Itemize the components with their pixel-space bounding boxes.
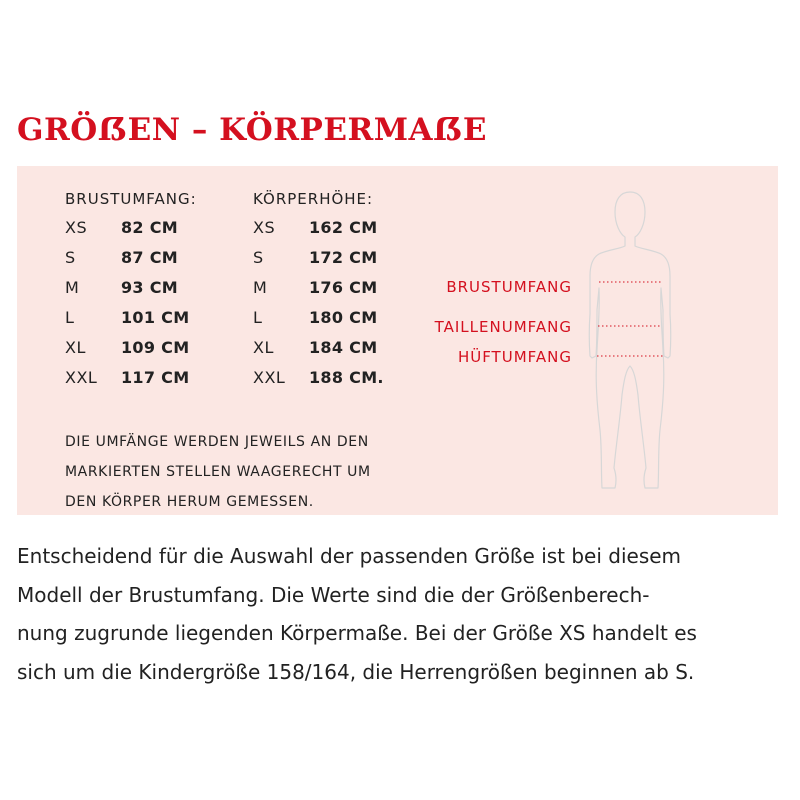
page-title: GRÖẞEN – KÖRPERMAẞE (17, 112, 488, 148)
size-label: XXL (253, 368, 286, 387)
size-label: L (65, 308, 75, 327)
height-value: 188 CM. (309, 368, 384, 387)
body-silhouette-icon (575, 190, 685, 496)
height-value: 180 CM (309, 308, 378, 327)
height-value: 184 CM (309, 338, 378, 357)
size-label: M (65, 278, 80, 297)
description-line: nung zugrunde liegenden Körpermaße. Bei der Größe XS handelt es (17, 621, 697, 645)
waist-measure-label: TAILLENUMFANG (434, 318, 572, 336)
hip-measure-label: HÜFTUMFANG (457, 348, 572, 366)
chest-value: 82 CM (121, 218, 178, 237)
chest-column-header: BRUSTUMFANG: (65, 190, 197, 208)
size-label: S (65, 248, 76, 267)
size-label: L (253, 308, 263, 327)
description-line: Modell der Brustumfang. Die Werte sind die der Größenberech- (17, 582, 650, 607)
size-label: M (253, 278, 268, 297)
note-line: DEN KÖRPER HERUM GEMESSEN. (65, 494, 314, 510)
chest-measure-label: BRUSTUMFANG (446, 278, 572, 296)
measurement-note (65, 427, 371, 517)
height-value: 176 CM (309, 278, 378, 297)
description-line: Entscheidend für die Auswahl der passenden Größe ist bei diesem (17, 544, 682, 568)
size-label: XL (253, 338, 274, 357)
note-line: DIE UMFÄNGE WERDEN JEWEILS AN DEN (65, 434, 369, 450)
chest-value: 87 CM (121, 248, 178, 267)
size-label: XS (253, 218, 276, 237)
chest-value: 117 CM (121, 368, 190, 387)
description-line: sich um die Kindergröße 158/164, die Herrengrößen beginnen ab S. (17, 659, 695, 684)
note-line: MARKIERTEN STELLEN WAAGERECHT UM (65, 464, 371, 480)
size-label: XS (65, 218, 88, 237)
size-label: S (253, 248, 264, 267)
size-label: XXL (65, 368, 98, 387)
height-value: 172 CM (309, 248, 378, 267)
chest-value: 93 CM (121, 278, 178, 297)
size-label: XL (65, 338, 86, 357)
height-value: 162 CM (309, 218, 378, 237)
description-text (17, 537, 787, 691)
chest-value: 101 CM (121, 308, 190, 327)
chest-value: 109 CM (121, 338, 190, 357)
height-column-header: KÖRPERHÖHE: (253, 190, 374, 208)
